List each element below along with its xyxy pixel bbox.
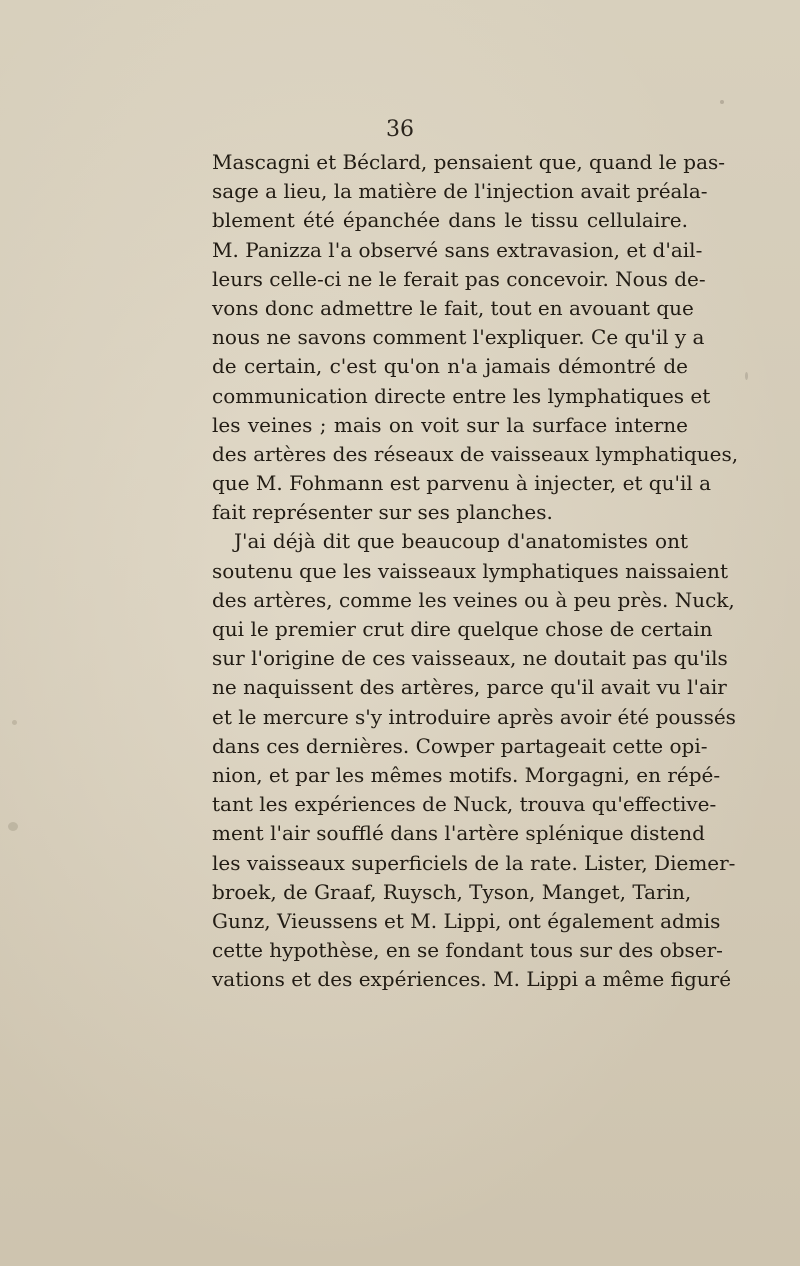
text-line: soutenu que les vaisseaux lymphatiques naissaient <box>212 558 728 583</box>
text-line: blement été épanchée dans le tissu cellulaire. <box>212 208 688 233</box>
text-line: de certain, c'est qu'on n'a jamais démontré de <box>212 354 688 379</box>
text-line: les veines ; mais on voit sur la surface interne <box>212 412 688 437</box>
paragraph <box>212 527 736 994</box>
text-line: communication directe entre les lymphatiques et <box>212 383 711 408</box>
text-line: Mascagni et Béclard, pensaient que, quand le pas- <box>212 150 726 174</box>
text-line: des artères, comme les veines ou à peu près. Nuck, <box>212 587 735 612</box>
text-line: sur l'origine de ces vaisseaux, ne doutait pas qu'ils <box>212 646 728 671</box>
text-line: vons donc admettre le fait, tout en avouant que <box>212 295 694 320</box>
page-number: 36 <box>386 117 414 142</box>
text-line: vations et des expériences. M. Lippi a même figuré <box>212 967 732 992</box>
text-line: M. Panizza l'a observé sans extravasion, et d'ail- <box>212 237 703 262</box>
text-line: sage a lieu, la matière de l'injection avait préala- <box>212 179 708 204</box>
text-line: qui le premier crut dire quelque chose de certain <box>212 617 713 641</box>
text-line: nion, et par les mêmes motifs. Morgagni, en répé- <box>212 762 721 787</box>
text-line: que M. Fohmann est parvenu à injecter, et qu'il a <box>212 471 712 496</box>
text-line: tant les expériences de Nuck, trouva qu'effective- <box>212 792 717 817</box>
text-line: et le mercure s'y introduire après avoir été poussés <box>212 704 736 729</box>
text-line: des artères des réseaux de vaisseaux lymphatiques, <box>212 441 739 466</box>
text-line: ment l'air soufflé dans l'artère splénique distend <box>212 821 705 846</box>
text-line: Gunz, Vieussens et M. Lippi, ont également admis <box>212 908 721 933</box>
paper-speck <box>745 372 748 380</box>
text-line: fait représenter sur ses planches. <box>212 500 553 525</box>
paper-speck <box>12 720 17 725</box>
paragraph <box>212 148 739 527</box>
text-line: nous ne savons comment l'expliquer. Ce qu'il y a <box>212 325 705 350</box>
text-line: dans ces dernières. Cowper partageait cette opi- <box>212 733 708 758</box>
text-line: J'ai déjà dit que beaucoup d'anatomistes ont <box>234 529 688 554</box>
text-line: les vaisseaux superficiels de la rate. Lister, Diemer- <box>212 850 736 875</box>
text-line: ne naquissent des artères, parce qu'il avait vu l'air <box>212 675 727 700</box>
text-line: broek, de Graaf, Ruysch, Tyson, Manget, Tarin, <box>212 879 692 904</box>
body-text <box>212 148 739 994</box>
text-line: leurs celle-ci ne le ferait pas concevoir. Nous de- <box>212 266 706 291</box>
paper-speck <box>8 822 18 831</box>
paper-speck <box>720 100 724 104</box>
text-line: cette hypothèse, en se fondant tous sur des obser- <box>212 938 723 963</box>
